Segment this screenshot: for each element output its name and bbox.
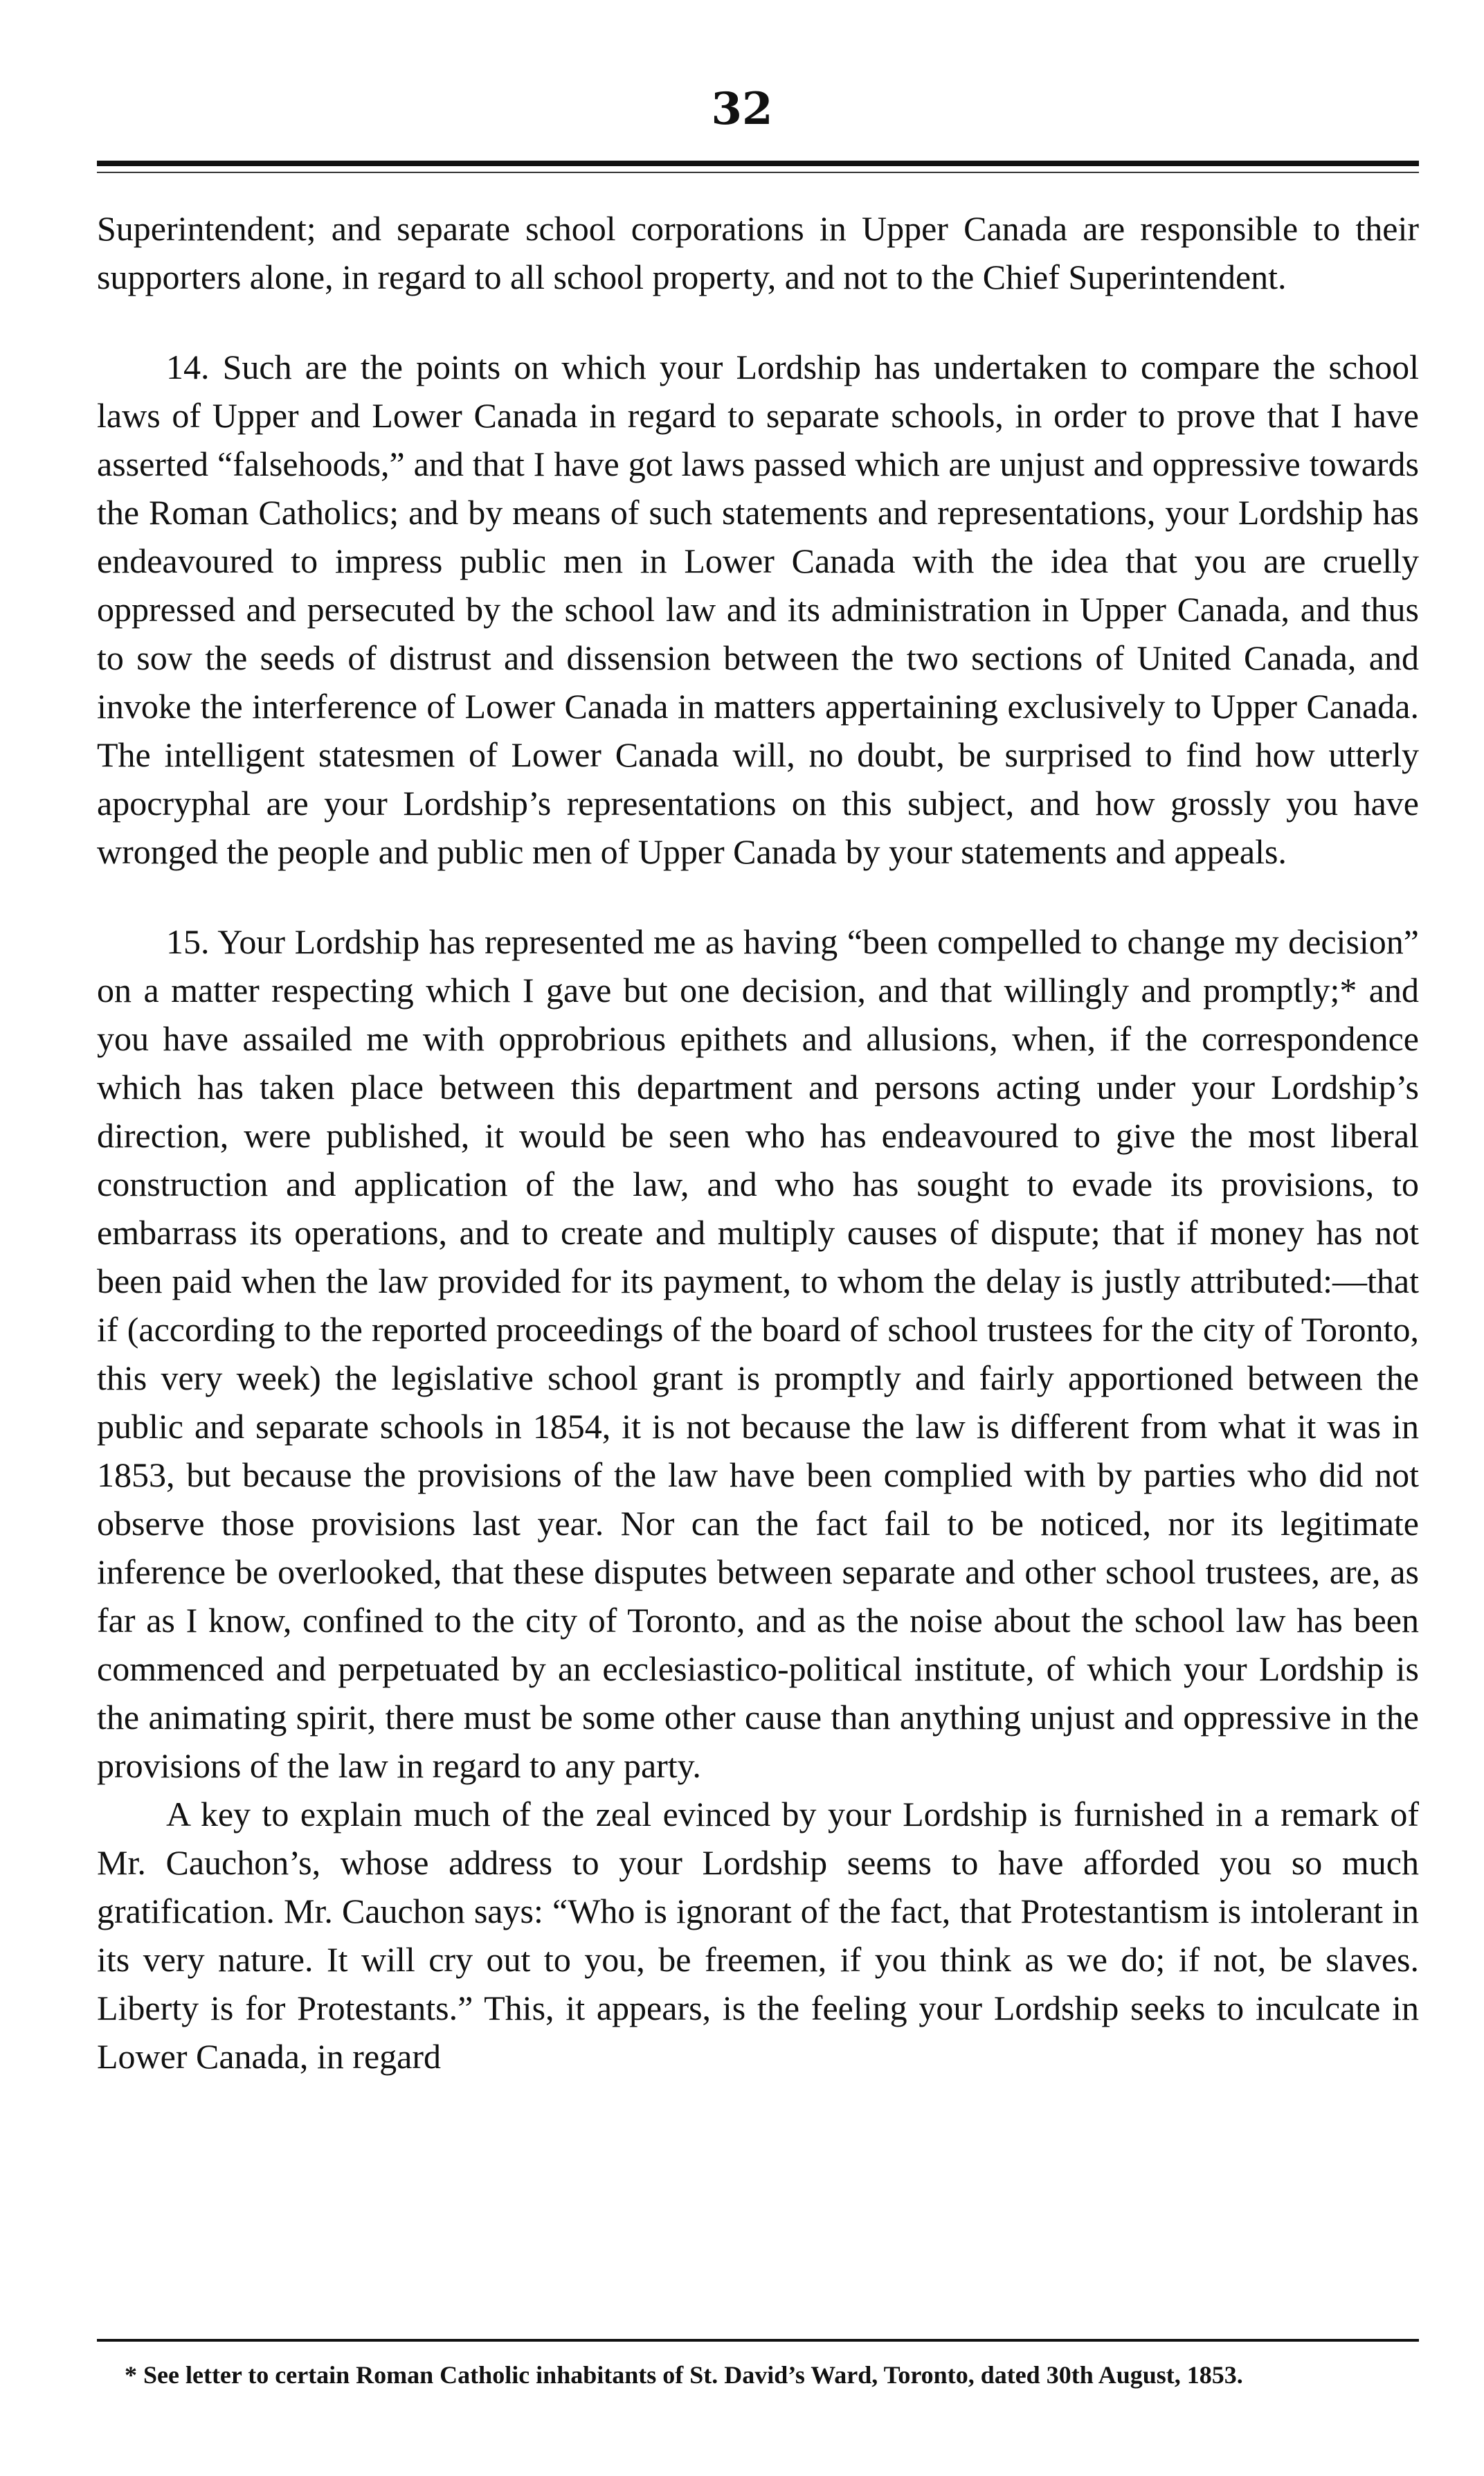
paragraph-continuation: Superintendent; and separate school corporations in Upper Canada are responsible to their supporters alone, in regard to all school property, and not to the Chief Superintendent. [97, 209, 1419, 296]
paragraph-15: 15. Your Lordship has represented me as having “been compelled to change my decision” on a matter respecting which I gave but one decision, and that willingly and promptly;* and you have assailed me with opprobrious epithets and allusions, when, if the correspondence which has taken place between this department and persons acting under your Lordship’s direction, were published, it would be seen who has endeavoured to give the most liberal construction and application of the law, and who has sought to evade its provisions, to embarrass its operations, and to create and multiply causes of dispute; that if money has not been paid when the law provided for its payment, to whom the delay is justly attributed:—that if (according to the reported proceedings of the board of school trustees for the city of Toronto, this very week) the legislative school grant is promptly and fairly apportioned between the public and separate schools in 1854, it is not because the law is different from what it was in 1853, but because the provisions of the law have been complied with by parties who did not observe those provisions last year. Nor can the fact fail to be noticed, nor its legitimate inference be overlooked, that these disputes between separate and other school trustees, are, as far as I know, confined to the city of Toronto, and as the noise about the school law has been commenced and perpetuated by an ecclesiastico-political institute, of which your Lordship is the animating spirit, there must be some other cause than anything unjust and oppressive in the provisions of the law in regard to any party. [97, 922, 1419, 1785]
footnote: * See letter to certain Roman Catholic inhabitants of St. David’s Ward, Toronto, dated 30th August, 1853. [125, 2361, 1243, 2389]
body-text [97, 204, 1419, 2081]
footnote-rule [97, 2339, 1419, 2342]
paragraph-key-to-explain: A key to explain much of the zeal evinced by your Lordship is furnished in a remark of Mr. Cauchon’s, whose address to your Lordship seems to have afforded you so much gratification. Mr. Cauchon says: “Who is ignorant of the fact, that Protestantism is intolerant in its very nature. It will cry out to you, be freemen, if you think as we do; if not, be slaves. Liberty is for Protestants.” This, it appears, is the feeling your Lordship seeks to inculcate in Lower Canada, in regard [97, 1795, 1419, 2076]
paragraph-14: 14. Such are the points on which your Lordship has undertaken to compare the school laws of Upper and Lower Canada in regard to separate schools, in order to prove that I have asserted “falsehoods,” and that I have got laws passed which are unjust and oppressive towards the Roman Catholics; and by means of such statements and representations, your Lordship has endeavoured to impress public men in Lower Canada with the idea that you are cruelly oppressed and persecuted by the school law and its administration in Upper Canada, and thus to sow the seeds of distrust and dissension between the two sections of United Canada, and invoke the interference of Lower Canada in matters appertaining exclusively to Upper Canada. The intelligent statesmen of Lower Canada will, no doubt, be surprised to find how utterly apocryphal are your Lordship’s representations on this subject, and how grossly you have wronged the people and public men of Upper Canada by your statements and appeals. [97, 348, 1419, 871]
header-rule-thin [97, 172, 1419, 173]
page-number: 32 [711, 83, 773, 135]
header-rule-thick [97, 161, 1419, 166]
